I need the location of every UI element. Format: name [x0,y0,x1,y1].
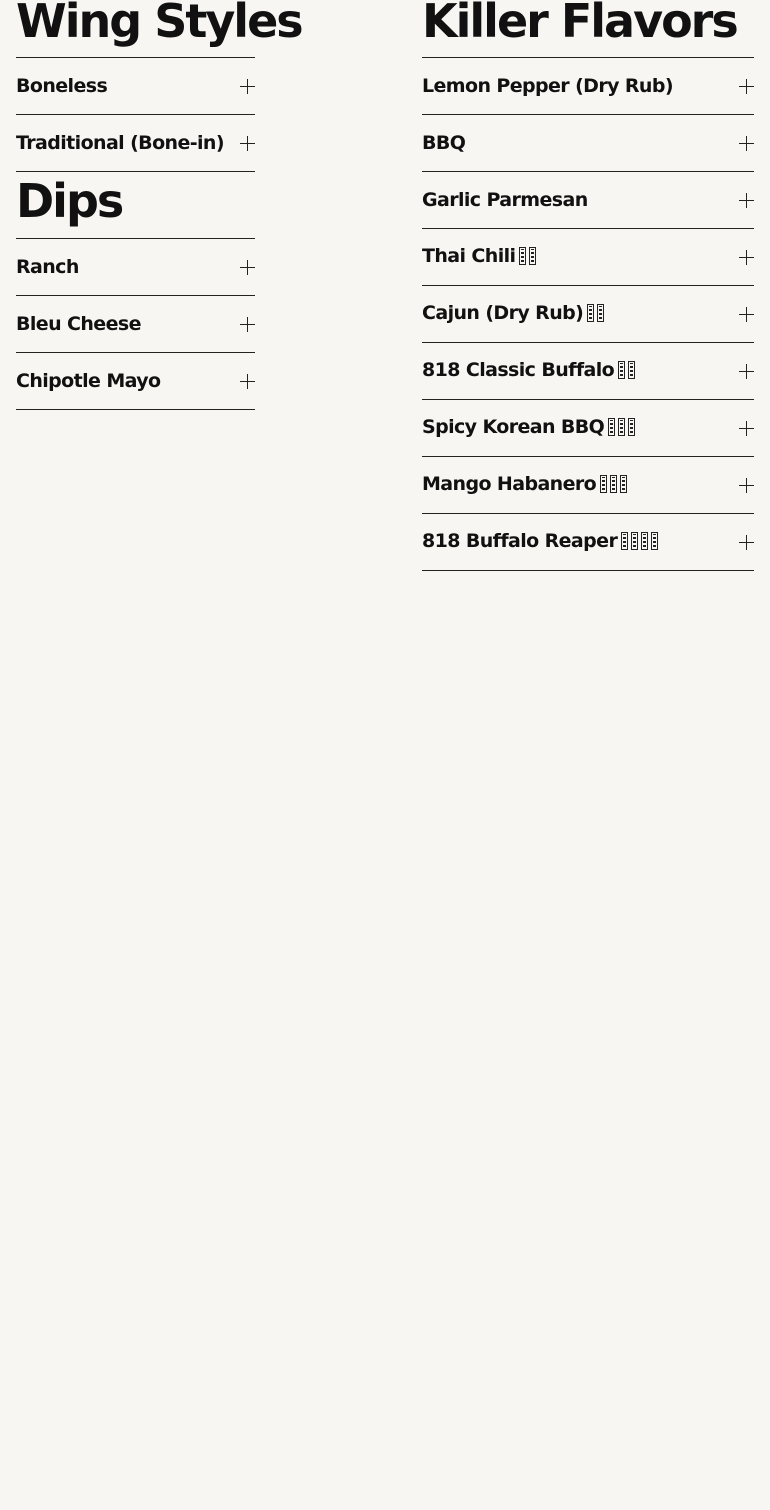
plus-icon[interactable] [240,317,255,332]
flavor-name: Cajun (Dry Rub) [422,301,584,324]
pepper-heat-icon [519,247,526,265]
plus-icon[interactable] [240,374,255,389]
heat-level [621,532,661,555]
flavor-name: Spicy Korean BBQ [422,415,605,438]
heat-level [618,361,638,384]
accordion-label: Bleu Cheese [16,313,141,335]
pepper-heat-icon [618,361,625,379]
killer-flavors-heading: Killer Flavors [422,0,737,48]
accordion-label [422,132,465,154]
dips-list [16,238,255,410]
pepper-heat-icon [631,532,638,550]
left-column [16,0,302,410]
accordion-item-chipotle-mayo[interactable] [16,353,255,410]
accordion-item-flavor[interactable] [422,400,754,457]
flavor-name: Mango Habanero [422,472,597,495]
accordion-label [422,245,539,270]
plus-icon[interactable] [739,79,754,94]
plus-icon[interactable] [739,421,754,436]
accordion-item-flavor[interactable] [422,229,754,286]
accordion-item-flavor[interactable] [422,172,754,229]
accordion-label [422,302,607,327]
pepper-heat-icon [651,532,658,550]
plus-icon[interactable] [240,79,255,94]
accordion-item-flavor[interactable] [422,58,754,115]
accordion-item-ranch[interactable] [16,239,255,296]
pepper-heat-icon [628,418,635,436]
plus-icon[interactable] [739,250,754,265]
accordion-label: Chipotle Mayo [16,370,161,392]
pepper-heat-icon [641,532,648,550]
flavor-name: Thai Chili [422,244,516,267]
pepper-heat-icon [620,475,627,493]
accordion-item-flavor[interactable] [422,286,754,343]
pepper-heat-icon [621,532,628,550]
accordion-item-bleu-cheese[interactable] [16,296,255,353]
plus-icon[interactable] [739,364,754,379]
plus-icon[interactable] [739,136,754,151]
accordion-item-boneless[interactable] [16,58,255,115]
pepper-heat-icon [610,475,617,493]
heat-level [519,247,539,270]
pepper-heat-icon [600,475,607,493]
accordion-label: Boneless [16,75,108,97]
heat-level [587,304,607,327]
flavor-name: 818 Classic Buffalo [422,358,615,381]
accordion-item-flavor[interactable] [422,514,754,571]
wing-styles-list [16,57,255,172]
plus-icon[interactable] [240,136,255,151]
accordion-label [422,75,673,97]
flavor-name: 818 Buffalo Reaper [422,529,618,552]
accordion-label [422,416,638,441]
flavor-name: Lemon Pepper (Dry Rub) [422,75,673,97]
pepper-heat-icon [529,247,536,265]
pepper-heat-icon [597,304,604,322]
accordion-item-traditional[interactable] [16,115,255,172]
pepper-heat-icon [628,361,635,379]
flavor-name: BBQ [422,132,466,154]
plus-icon[interactable] [739,478,754,493]
heat-level [600,475,630,498]
accordion-label: Ranch [16,256,79,278]
pepper-heat-icon [587,304,594,322]
plus-icon[interactable] [739,307,754,322]
plus-icon[interactable] [739,535,754,550]
pepper-heat-icon [618,418,625,436]
plus-icon[interactable] [240,260,255,275]
flavor-name: Garlic Parmesan [422,189,588,211]
accordion-label [422,530,661,555]
heat-level [608,418,638,441]
accordion-label: Traditional (Bone-in) [16,132,224,154]
plus-icon[interactable] [739,193,754,208]
accordion-label [422,359,638,384]
accordion-item-flavor[interactable] [422,343,754,400]
flavors-list [422,57,754,571]
dips-heading: Dips [16,174,123,228]
accordion-label [422,473,630,498]
right-column [422,0,754,571]
wing-styles-heading: Wing Styles [16,0,302,48]
accordion-item-flavor[interactable] [422,115,754,172]
accordion-item-flavor[interactable] [422,457,754,514]
accordion-label [422,189,588,211]
pepper-heat-icon [608,418,615,436]
